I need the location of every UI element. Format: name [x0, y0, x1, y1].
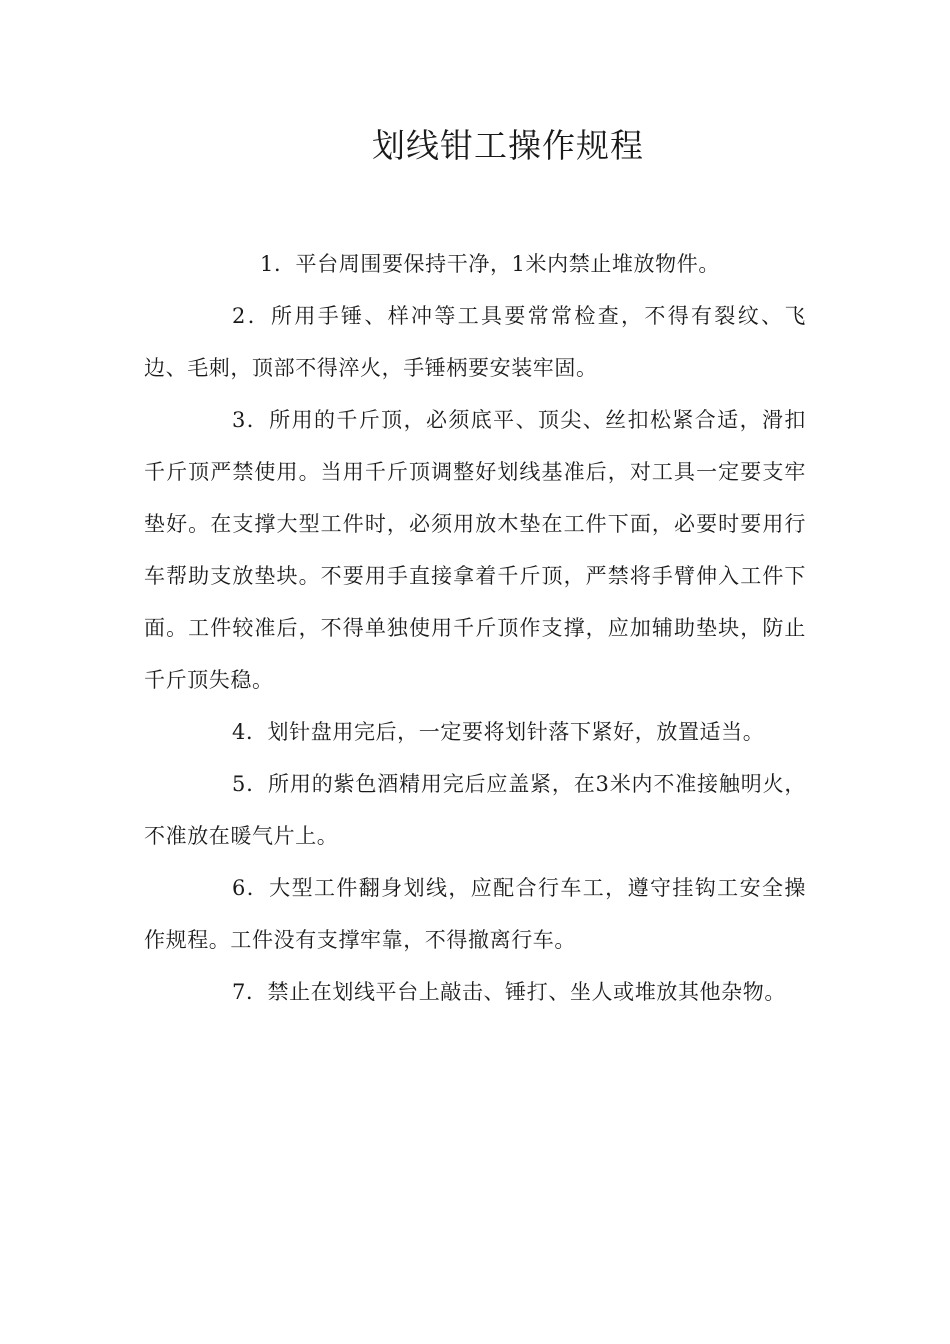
paragraph-6: 6．大型工件翻身划线，应配合行车工，遵守挂钩工安全操作规程。工件没有支撑牢靠，不得撤离行车。 [144, 876, 806, 952]
paragraph-4: 4．划针盘用完后，一定要将划针落下紧好，放置适当。 [232, 720, 765, 744]
paragraph-3: 3．所用的千斤顶，必须底平、顶尖、丝扣松紧合适，滑扣千斤顶严禁使用。当用千斤顶调整好划线基准后，对工具一定要支牢垫好。在支撑大型工件时，必须用放木垫在工件下面，必要时要用行车帮助支放垫块。不要用手直接拿着千斤顶，严禁将手臂伸入工件下面。工件较准后，不得单独使用千斤顶作支撑，应加辅助垫块，防止千斤顶失稳。 [144, 408, 806, 692]
paragraph-5: 5．所用的紫色酒精用完后应盖紧，在3米内不准接触明火，不准放在暖气片上。 [144, 772, 806, 848]
paragraph-7: 7．禁止在划线平台上敲击、锤打、坐人或堆放其他杂物。 [232, 980, 786, 1004]
paragraph-2: 2．所用手锤、样冲等工具要常常检查，不得有裂纹、飞边、毛刺，顶部不得淬火，手锤柄要安装牢固。 [144, 304, 806, 380]
document-title: 划线钳工操作规程 [372, 126, 644, 165]
document-body [144, 238, 806, 1018]
paragraph-1: 1．平台周围要保持干净，1米内禁止堆放物件。 [260, 252, 720, 276]
